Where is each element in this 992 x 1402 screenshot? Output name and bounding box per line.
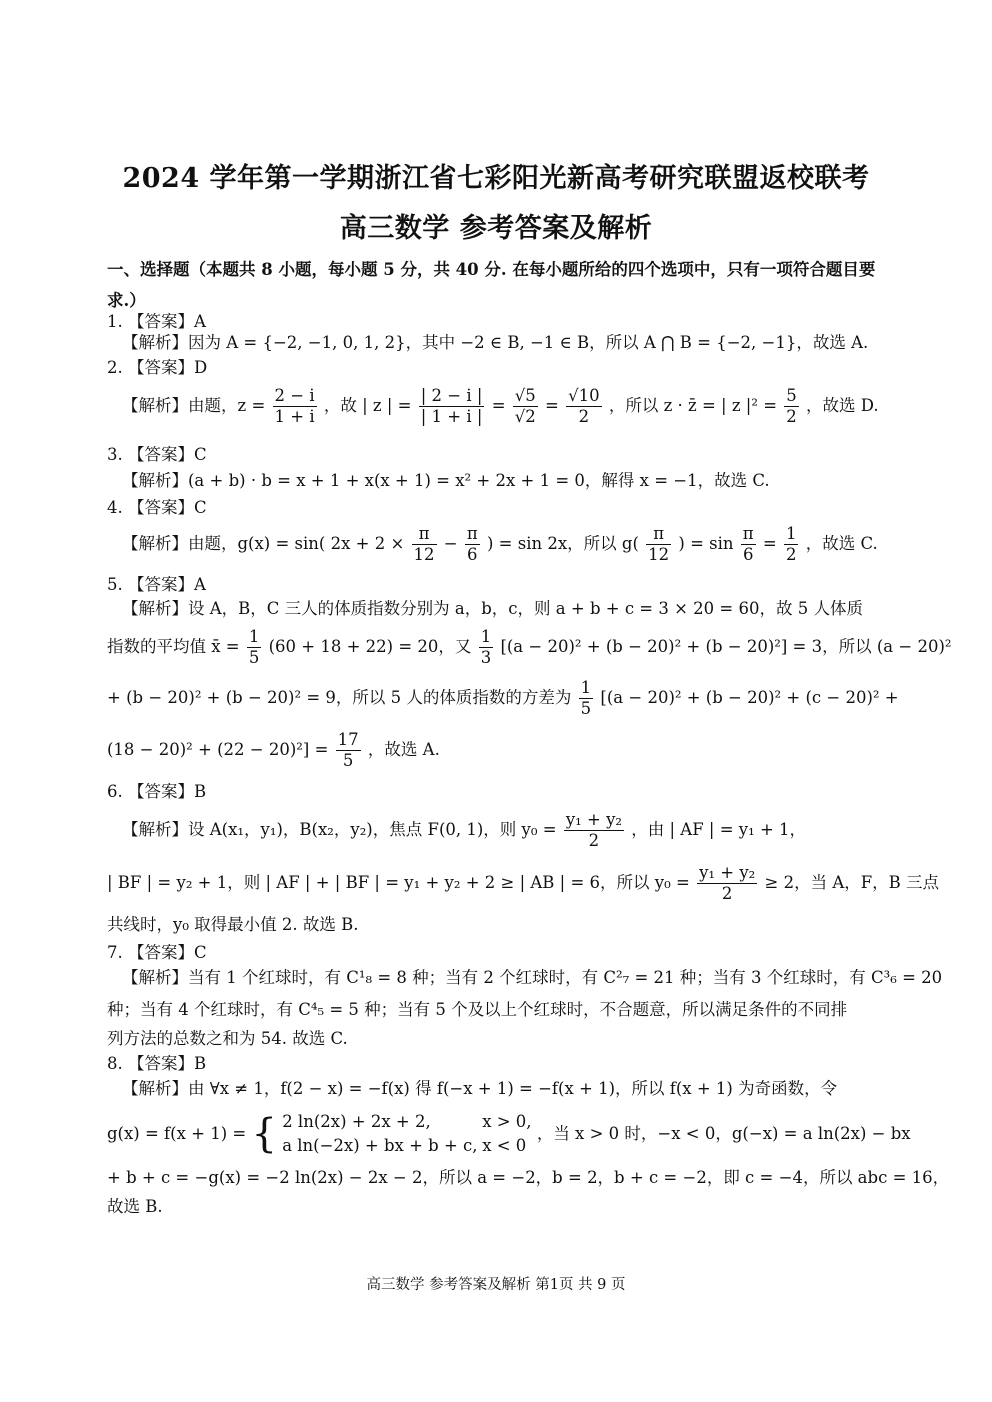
- page-footer: 高三数学 参考答案及解析 第1页 共 9 页: [366, 1277, 626, 1293]
- q5-answer: 5. 【答案】A: [107, 575, 206, 594]
- q2-fraction-5: $\frac{5}{2}$: [786, 386, 797, 426]
- q3-analysis: 【解析】(a + b) · b = x + 1 + x(x + 1) = x² + 2x + 1 = 0，解得 x = −1，故选 C.: [122, 471, 770, 490]
- q6-answer: 6. 【答案】B: [107, 782, 207, 801]
- q5-analysis-line-3: + (b − 20)² + (b − 20)² = 9，所以 5 人的体质指数的方差为 $\frac{1}{5}$ [(a − 20)² + (b − 20)² + (c − 20)² +: [107, 678, 899, 718]
- q1-answer: 1. 【答案】A: [107, 312, 206, 331]
- q5-fraction-4: $\frac{17}{5}$: [337, 730, 359, 770]
- q8-analysis-line-2: g(x) = f(x + 1) = { 2 ln(2x) + 2x + 2, x > 0, a ln(−2x) + bx + b + c, x < 0 ，当 x > 0 时，−x < 0，g(−x) = a ln(2x) − bx: [107, 1111, 911, 1157]
- q2-fraction-4: $\frac{√10}{2}$: [568, 386, 600, 426]
- page-subtitle: 高三数学 参考答案及解析: [339, 213, 653, 244]
- q7-analysis-line-3: 列方法的总数之和为 54. 故选 C.: [107, 1029, 348, 1048]
- q8-piecewise-cases: 2 ln(2x) + 2x + 2, x > 0, a ln(−2x) + bx + b + c, x < 0: [282, 1112, 532, 1155]
- q6-analysis-line-2: | BF | = y₂ + 1，则 | AF | + | BF | = y₁ + y₂ + 2 ≥ | AB | = 6，所以 y₀ = $\frac{\text{y₁ + y₂}}{2}$ ≥ 2，当 A，F，B 三点: [107, 863, 940, 903]
- q5-fraction-3: $\frac{1}{5}$: [580, 678, 592, 718]
- q4-fraction-2: $\frac{\pi}{6}$: [466, 524, 478, 564]
- q5-analysis-line-1: 【解析】设 A，B，C 三人的体质指数分别为 a，b，c，则 a + b + c = 3 × 20 = 60，故 5 人体质: [122, 599, 863, 618]
- q2-text-b: ，故 | z | =: [323, 396, 412, 415]
- page-title: 2024 学年第一学期浙江省七彩阳光新高考研究联盟返校联考: [122, 163, 870, 194]
- q1-analysis: 【解析】因为 A = {−2, −1, 0, 1, 2}，其中 −2 ∈ B, −1 ∈ B，所以 A ⋂ B = {−2, −1}，故选 A.: [122, 333, 869, 352]
- q4-fraction-3: $\frac{\pi}{12}$: [648, 524, 670, 564]
- q7-answer: 7. 【答案】C: [107, 943, 207, 962]
- q5-fraction-1: $\frac{1}{5}$: [248, 627, 260, 667]
- q6-analysis-line-1: 【解析】设 A(x₁，y₁)，B(x₂，y₂)，焦点 F(0, 1)，则 y₀ = $\frac{\text{y₁ + y₂}}{2}$ ，由 | AF | = y₁ + 1，: [122, 810, 807, 850]
- q3-answer: 3. 【答案】C: [107, 445, 207, 464]
- section-heading: 一、选择题（本题共 8 小题，每小题 5 分，共 40 分. 在每小题所给的四个选项中，只有一项符合题目要求.）: [107, 260, 876, 310]
- q4-answer: 4. 【答案】C: [107, 498, 207, 517]
- q4-fraction-5: $\frac{1}{2}$: [785, 524, 797, 564]
- q2-fraction-1: $\frac{2 - i}{1 + i}$: [274, 386, 315, 426]
- q2-fraction-3: $\frac{√5}{√2}$: [514, 386, 536, 426]
- q8-analysis-line-1: 【解析】由 ∀x ≠ 1，f(2 − x) = −f(x) 得 f(−x + 1) = −f(x + 1)，所以 f(x + 1) 为奇函数，令: [122, 1079, 838, 1098]
- q7-analysis-line-2: 种；当有 4 个红球时，有 C⁴₅ = 5 种；当有 5 个及以上个红球时，不合题意，所以满足条件的不同排: [107, 1000, 848, 1019]
- q6-fraction-1: $\frac{\text{y₁ + y₂}}{2}$: [565, 810, 622, 850]
- q2-fraction-2: $\frac{| 2 - i |}{| 1 + i |}$: [420, 386, 483, 426]
- q8-answer: 8. 【答案】B: [107, 1054, 207, 1073]
- q5-fraction-2: $\frac{1}{3}$: [480, 627, 492, 667]
- q4-fraction-1: $\frac{\pi}{12}$: [413, 524, 435, 564]
- q8-analysis-line-4: 故选 B.: [107, 1197, 163, 1216]
- q2-text-c: ，所以 z · z̄ = | z |² =: [608, 396, 778, 415]
- q4-analysis: 【解析】由题，g(x) = sin( 2x + 2 × $\frac{\pi}{12}$ − $\frac{\pi}{6}$ ) = sin 2x，所以 g( $\frac{\pi}{12}$ ) = sin $\frac{\pi}{6}$ = $\frac{1}{2}$ ，故选 C.: [122, 524, 878, 564]
- q2-analysis: 【解析】由题，z = $\frac{2 - i}{1 + i}$ ，故 | z | = $\frac{| 2 - i |}{| 1 + i |}$ = $\frac{√5}{√2}$ = $\frac{√10}{2}$ ，所以 z · z̄ = | z |² = $\frac{5}{2}$ ，故选 D.: [122, 386, 879, 426]
- q8-piecewise-brace: {: [251, 1111, 277, 1157]
- q8-analysis-line-3: + b + c = −g(x) = −2 ln(2x) − 2x − 2，所以 a = −2，b = 2，b + c = −2，即 c = −4，所以 abc = 16，: [107, 1168, 950, 1187]
- q5-analysis-line-2: 指数的平均值 x̄ = $\frac{1}{5}$ (60 + 18 + 22) = 20，又 $\frac{1}{3}$ [(a − 20)² + (b − 20)² + (b − 20)²] = 3，所以 (a − 20)²: [107, 627, 952, 667]
- q7-analysis-line-1: 【解析】当有 1 个红球时，有 C¹₈ = 8 种；当有 2 个红球时，有 C²₇ = 21 种；当有 3 个红球时，有 C³₆ = 20: [122, 968, 943, 987]
- q5-analysis-line-4: (18 − 20)² + (22 − 20)²] = $\frac{17}{5}$ ，故选 A.: [107, 730, 440, 770]
- q6-fraction-2: $\frac{\text{y₁ + y₂}}{2}$: [699, 863, 756, 903]
- q2-text-a: 【解析】由题，z =: [122, 396, 266, 415]
- q4-fraction-4: $\frac{\pi}{6}$: [742, 524, 754, 564]
- q2-answer: 2. 【答案】D: [107, 358, 208, 377]
- q6-analysis-line-3: 共线时，y₀ 取得最小值 2. 故选 B.: [107, 915, 359, 934]
- q2-text-d: ，故选 D.: [806, 396, 879, 415]
